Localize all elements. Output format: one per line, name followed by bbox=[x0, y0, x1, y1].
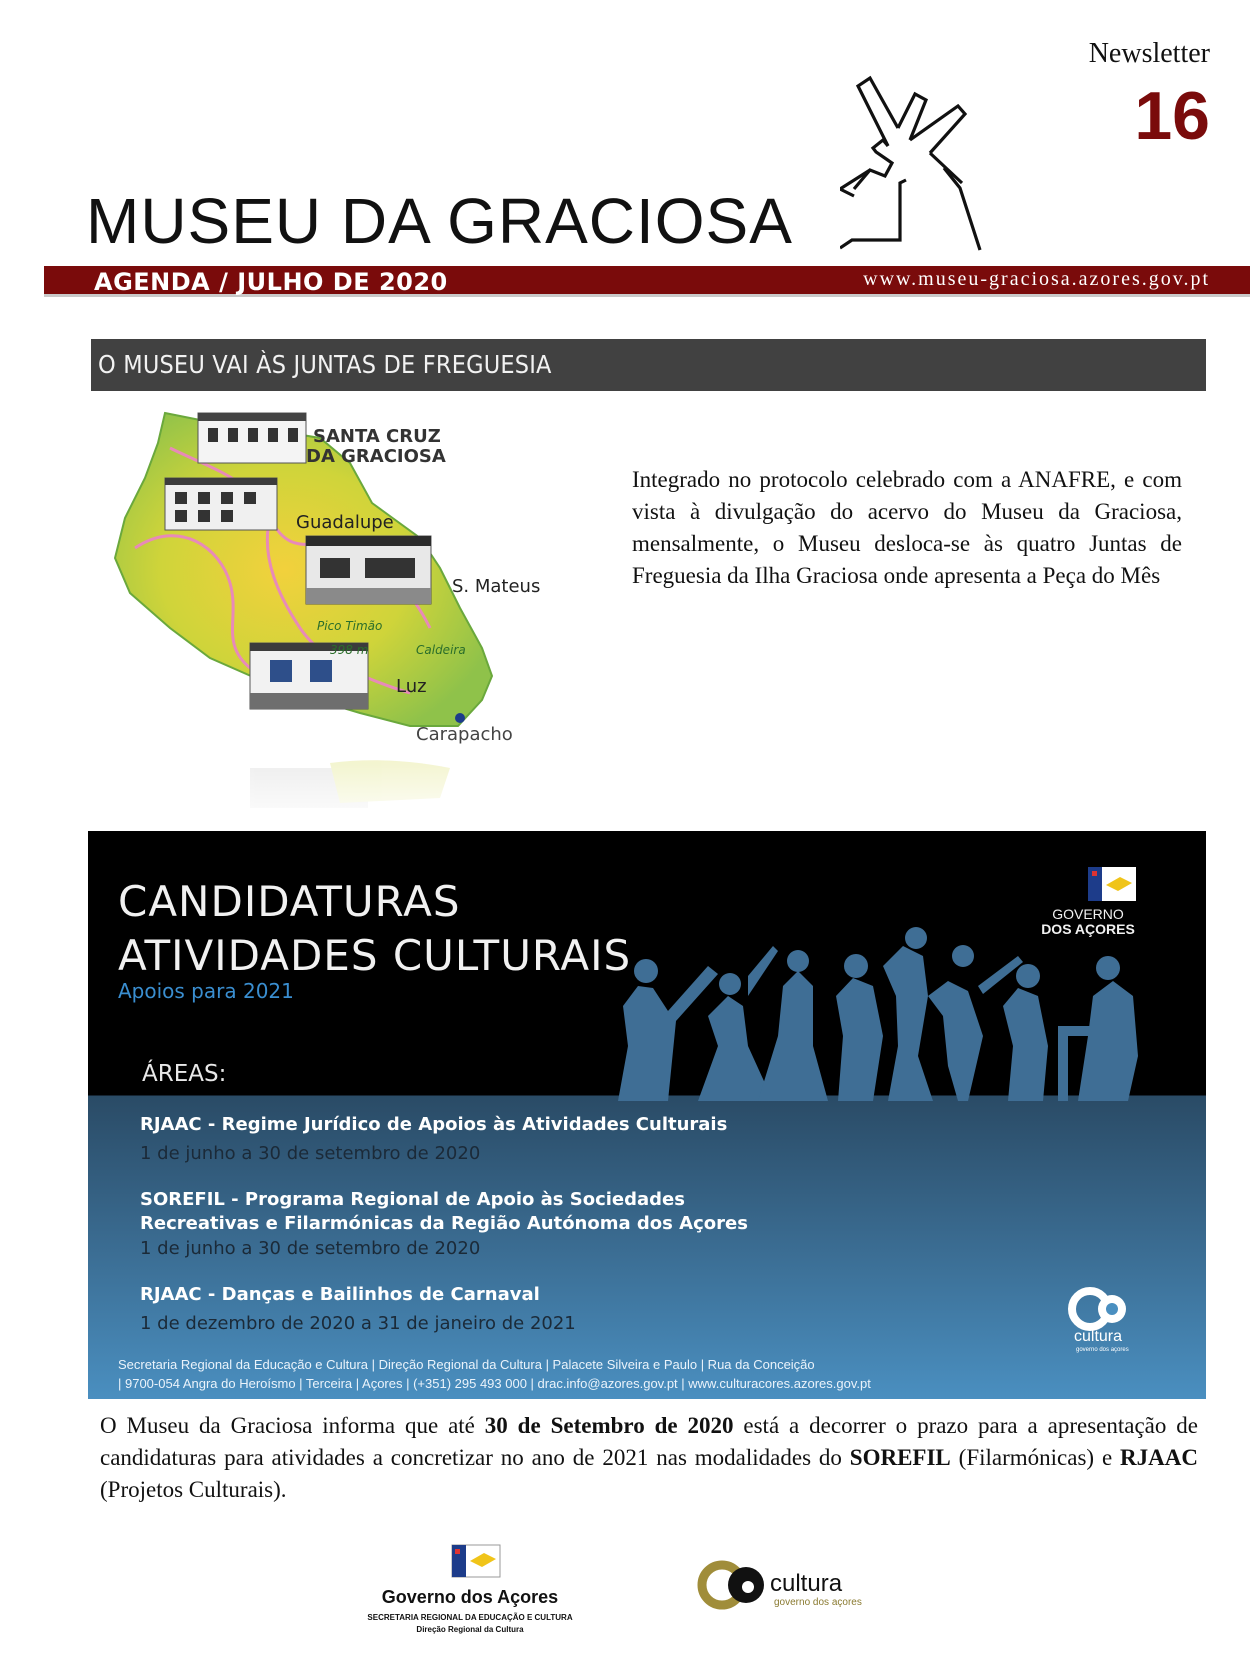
map-label-elevation: 398 m bbox=[330, 643, 369, 657]
banner-title-line2: ATIVIDADES CULTURAIS bbox=[118, 931, 632, 980]
cultura-sub-text: governo dos açores bbox=[1076, 1347, 1129, 1353]
info-text-part: O Museu da Graciosa informa que até bbox=[100, 1413, 485, 1438]
museum-title: MUSEU DA GRACIOSA bbox=[86, 185, 793, 257]
program-title: SOREFIL - Programa Regional de Apoio às Sociedades bbox=[140, 1189, 685, 1210]
map-label-guadalupe: Guadalupe bbox=[296, 512, 394, 533]
cultura-brand-text: cultura bbox=[1074, 1328, 1123, 1345]
banner-subtitle: Apoios para 2021 bbox=[118, 979, 294, 1003]
program-list bbox=[140, 1113, 1000, 1336]
map-label-pico-timao: Pico Timão bbox=[317, 619, 383, 633]
map-label-caldeira: Caldeira bbox=[416, 643, 466, 657]
program-title: RJAAC - Danças e Bailinhos de Carnaval bbox=[140, 1284, 540, 1305]
info-text-part: está a decorrer o prazo para a apresentação de candidaturas para atividades a concretizar no ano de 2021 nas modalidades do bbox=[100, 1413, 1198, 1470]
program-item bbox=[140, 1113, 1000, 1166]
website-url-link[interactable]: www.museu-graciosa.azores.gov.pt bbox=[863, 268, 1210, 290]
info-text-part: (Projetos Culturais). bbox=[100, 1477, 287, 1502]
windmill-logo-icon bbox=[840, 68, 1020, 258]
footer-gov-secretaria: SECRETARIA REGIONAL DA EDUCAÇÃO E CULTURA bbox=[367, 1613, 573, 1622]
issue-number: 16 bbox=[1134, 78, 1210, 154]
gov-name-line1: GOVERNO bbox=[1052, 906, 1124, 922]
program-item bbox=[140, 1188, 1000, 1261]
info-rjaac: RJAAC bbox=[1120, 1445, 1198, 1470]
footer-cultura-brand: cultura bbox=[770, 1570, 843, 1597]
footer-gov-name: Governo dos Açores bbox=[381, 1587, 559, 1607]
map-marker-carapacho bbox=[455, 713, 465, 723]
program-item bbox=[140, 1283, 1000, 1336]
intro-paragraph: Integrado no protocolo celebrado com a ANAFRE, e com vista à divulgação do acervo do Museu da Graciosa, mensalmente, o Museu desloca-se às quatro Juntas de Freguesia da Ilha Graciosa onde apresenta a Peça do Mês bbox=[632, 467, 1182, 588]
info-text-part: (Filarmónicas) e bbox=[950, 1445, 1121, 1470]
performers-silhouette-illustration bbox=[598, 926, 1158, 1101]
agenda-label: AGENDA / JULHO DE 2020 bbox=[94, 268, 448, 296]
map-label-s-mateus: S. Mateus bbox=[452, 576, 541, 597]
banner-title-line1: CANDIDATURAS bbox=[118, 877, 461, 926]
gov-name-line2: DOS AÇORES bbox=[1041, 921, 1135, 937]
info-paragraph bbox=[100, 1410, 1198, 1506]
island-map bbox=[110, 408, 550, 828]
banner-contact-footer bbox=[118, 1355, 1018, 1393]
areas-label: ÁREAS: bbox=[142, 1061, 227, 1087]
map-label-luz: Luz bbox=[396, 676, 427, 697]
program-title: Recreativas e Filarmónicas da Região Autónoma dos Açores bbox=[140, 1213, 748, 1234]
info-deadline: 30 de Setembro de 2020 bbox=[484, 1413, 734, 1438]
candidaturas-banner bbox=[88, 831, 1206, 1399]
governo-acores-footer-logo bbox=[340, 1543, 600, 1653]
program-dates: 1 de dezembro de 2020 a 31 de janeiro de 2021 bbox=[140, 1313, 576, 1334]
program-title: RJAAC - Regime Jurídico de Apoios às Atividades Culturais bbox=[140, 1114, 728, 1135]
cultura-footer-logo bbox=[696, 1555, 886, 1615]
governo-acores-name bbox=[1028, 907, 1148, 937]
info-sorefil: SOREFIL bbox=[849, 1445, 951, 1470]
program-dates: 1 de junho a 30 de setembro de 2020 bbox=[140, 1238, 481, 1259]
section-title: O MUSEU VAI ÀS JUNTAS DE FREGUESIA bbox=[98, 350, 552, 379]
cultura-logo-icon bbox=[1060, 1287, 1150, 1357]
footer-cultura-sub: governo dos açores bbox=[774, 1597, 862, 1608]
footer-gov-direcao: Direção Regional da Cultura bbox=[416, 1625, 524, 1634]
map-label-santa-cruz: SANTA CRUZ bbox=[313, 426, 441, 447]
map-label-da-graciosa: DA GRACIOSA bbox=[306, 446, 446, 467]
map-label-carapacho: Carapacho bbox=[416, 724, 513, 745]
newsletter-label: Newsletter bbox=[1088, 38, 1210, 69]
banner-footer-line2: | 9700-054 Angra do Heroísmo | Terceira | Açores | (+351) 295 493 000 | drac.info@azores.gov.pt | www.culturacores.azores.gov.pt bbox=[118, 1376, 871, 1391]
building-photo-s-mateus bbox=[306, 536, 431, 604]
building-photo-guadalupe bbox=[165, 478, 277, 530]
program-dates: 1 de junho a 30 de setembro de 2020 bbox=[140, 1143, 481, 1164]
building-photo-santa-cruz bbox=[198, 413, 306, 463]
banner-footer-line1: Secretaria Regional da Educação e Cultura | Direção Regional da Cultura | Palacete Silveira e Paulo | Rua da Conceição bbox=[118, 1357, 815, 1372]
